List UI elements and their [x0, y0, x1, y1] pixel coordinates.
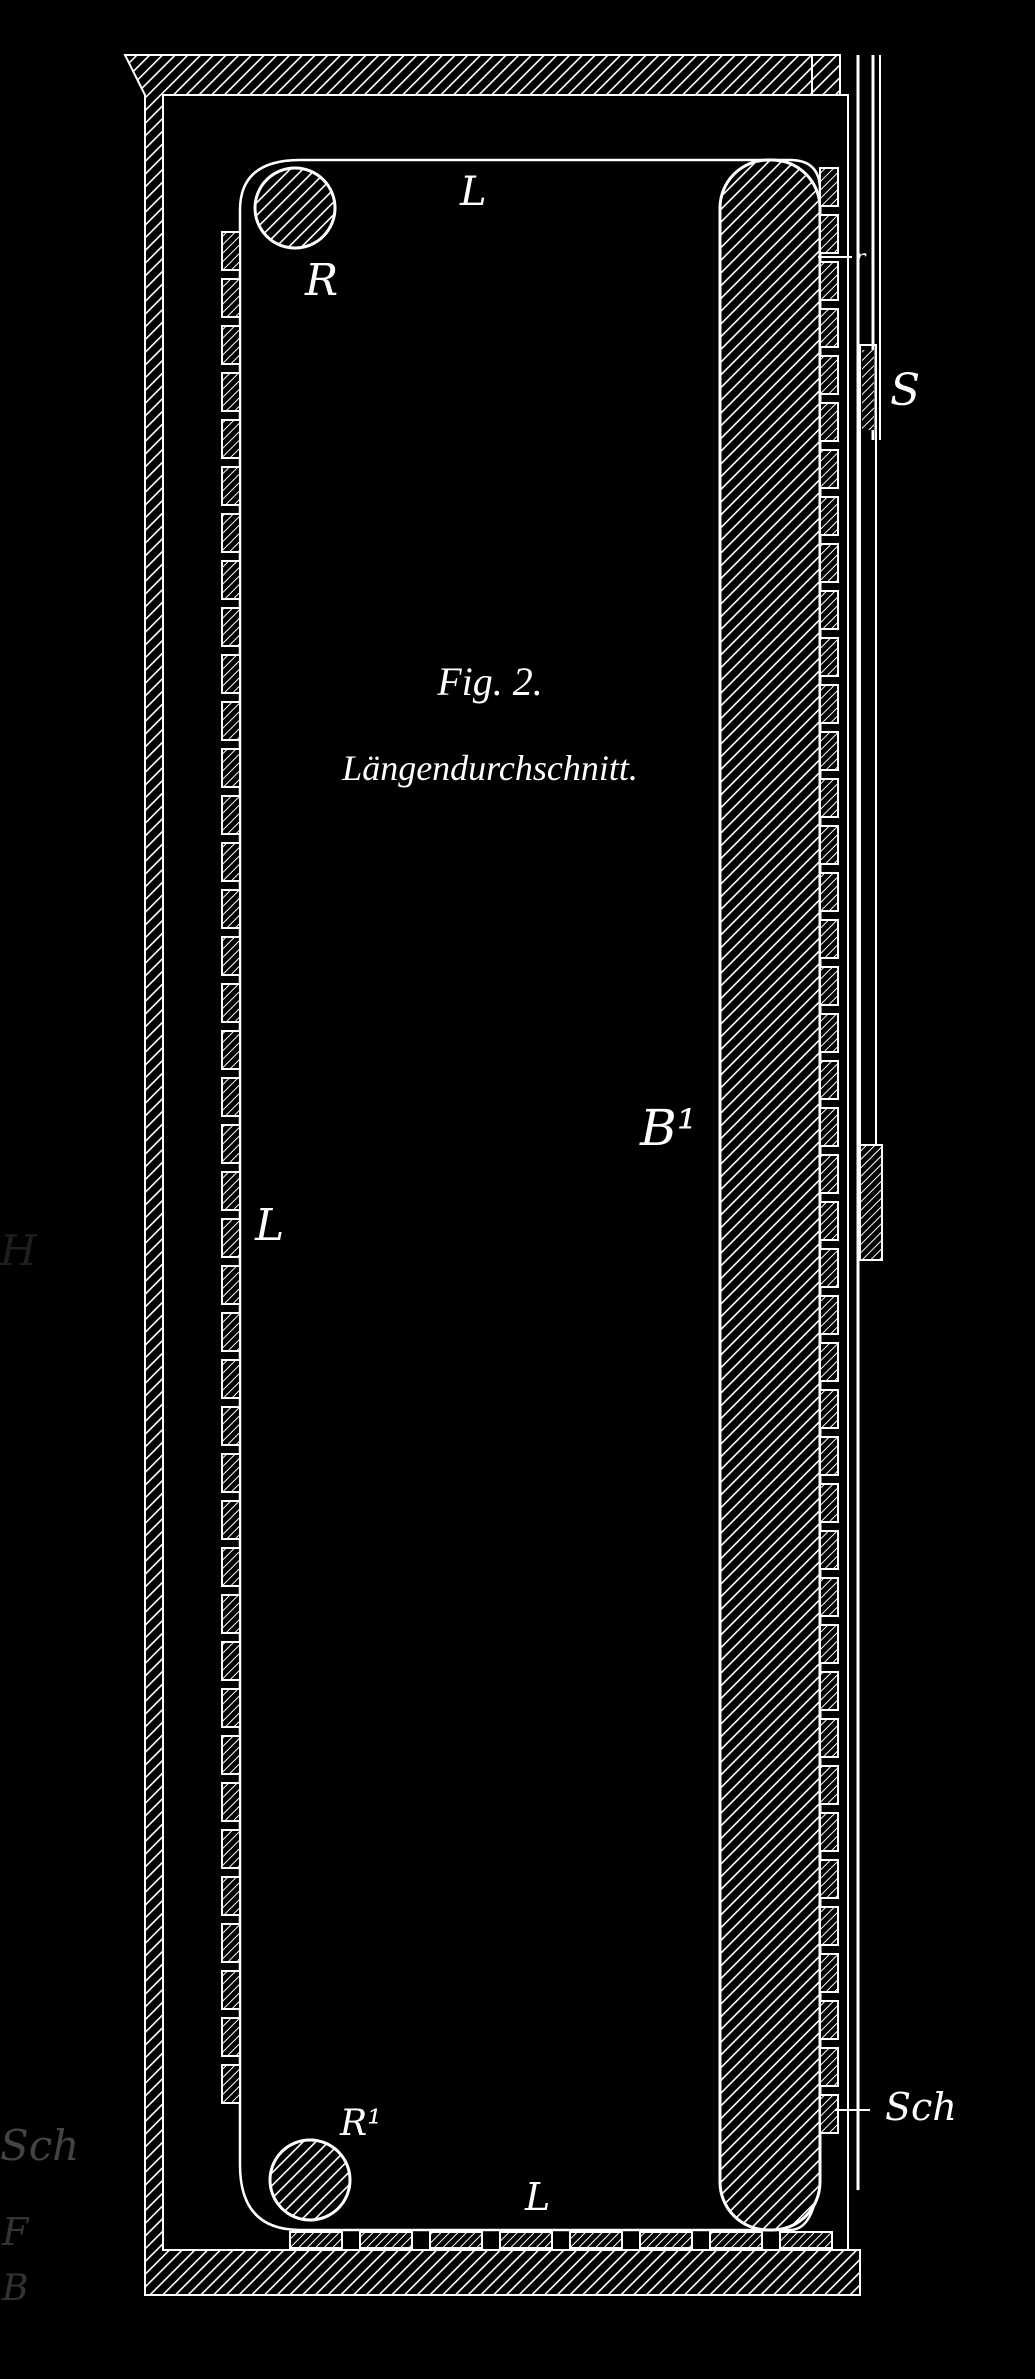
belt-slat — [222, 373, 240, 411]
belt-slat — [820, 1343, 838, 1381]
belt-slat — [820, 1296, 838, 1334]
belt-slat — [222, 1689, 240, 1727]
label-L-bottom: L — [525, 2175, 551, 2219]
margin-mark-B: B — [2, 2268, 29, 2309]
belt-slat — [222, 561, 240, 599]
belt-slat — [222, 1313, 240, 1351]
belt-slat — [222, 1642, 240, 1680]
label-r: r — [855, 246, 866, 271]
belt-slat — [222, 514, 240, 552]
belt-slat — [820, 1061, 838, 1099]
belt-slat — [222, 984, 240, 1022]
belt-slat — [820, 591, 838, 629]
belt-slat — [710, 2232, 762, 2248]
belt-slat — [820, 779, 838, 817]
belt-slat — [222, 1924, 240, 1962]
belt-slat — [820, 1813, 838, 1851]
belt-slat — [820, 262, 838, 300]
belt-slat — [430, 2232, 482, 2248]
belt-slat — [820, 1108, 838, 1146]
belt-slat — [222, 1360, 240, 1398]
figure-title: Fig. 2. — [437, 659, 543, 704]
belt-slat — [820, 309, 838, 347]
belt-slat — [290, 2232, 342, 2248]
belt-slat — [820, 544, 838, 582]
figure-subtitle: Längendurchschnitt. — [342, 748, 638, 788]
belt-slat — [640, 2232, 692, 2248]
belt-slat — [222, 1266, 240, 1304]
belt-slat — [820, 873, 838, 911]
belt-slat — [820, 2048, 838, 2086]
belt-slat — [222, 796, 240, 834]
belt-slat — [222, 1548, 240, 1586]
belt-slat — [820, 1484, 838, 1522]
belt-slat — [222, 1078, 240, 1116]
label-L-left: L — [255, 1200, 285, 1251]
belt-slat — [820, 497, 838, 535]
label-L-top: L — [460, 169, 487, 215]
belt-slat — [820, 1437, 838, 1475]
belt-slat — [820, 732, 838, 770]
margin-mark-Sch: Sch — [0, 2121, 80, 2170]
belt-slat — [222, 890, 240, 928]
belt-slat — [820, 1625, 838, 1663]
belt-slat — [820, 826, 838, 864]
belt-slat — [820, 1954, 838, 1992]
belt-slat — [820, 1719, 838, 1757]
belt-slat — [222, 937, 240, 975]
slide-S-hatch-bottom — [860, 1145, 882, 1260]
belt-slat — [820, 1578, 838, 1616]
belt-slat — [820, 1672, 838, 1710]
belt-slat — [820, 685, 838, 723]
roller-R1 — [270, 2140, 350, 2220]
belt-slat — [820, 1860, 838, 1898]
belt-slat — [222, 326, 240, 364]
belt-slat — [820, 403, 838, 441]
belt-slat — [222, 279, 240, 317]
belt-slat — [222, 1031, 240, 1069]
label-R1: R¹ — [340, 2103, 382, 2144]
drum-B1 — [720, 160, 820, 2230]
belt-slat — [820, 356, 838, 394]
roller-R — [255, 168, 335, 248]
label-B1: B¹ — [640, 1099, 697, 1157]
belt-slat — [222, 608, 240, 646]
label-S: S — [890, 365, 921, 416]
belt-slat — [222, 2018, 240, 2056]
upper-wall-stub — [812, 55, 840, 95]
belt-slat — [222, 1125, 240, 1163]
belt-slat — [820, 638, 838, 676]
belt-slat — [222, 467, 240, 505]
label-R: R — [305, 255, 339, 306]
belt-slat — [222, 1454, 240, 1492]
belt-slat — [222, 1219, 240, 1257]
belt-slat — [222, 749, 240, 787]
belt-slat — [222, 1783, 240, 1821]
belt-slat — [222, 1595, 240, 1633]
margin-mark-F: F — [2, 2210, 29, 2254]
slide-S-hatch-top — [862, 350, 874, 430]
belt-slat — [820, 2001, 838, 2039]
belt-slat — [780, 2232, 832, 2248]
belt-slat — [570, 2232, 622, 2248]
belt-slat — [222, 1877, 240, 1915]
belt-slat — [820, 1014, 838, 1052]
belt-slat — [222, 655, 240, 693]
belt-slat — [222, 2065, 240, 2103]
belt-slat — [820, 1390, 838, 1428]
belt-slat — [222, 1172, 240, 1210]
belt-slat — [222, 1407, 240, 1445]
belt-slat — [222, 702, 240, 740]
belt-slat — [820, 1155, 838, 1193]
belt-slat — [820, 967, 838, 1005]
belt-slat — [222, 1830, 240, 1868]
belt-slat — [820, 168, 838, 206]
belt-slat — [820, 1766, 838, 1804]
label-Sch: Sch — [885, 2085, 957, 2129]
belt-slat — [820, 1202, 838, 1240]
belt-slat — [222, 232, 240, 270]
belt-slat — [820, 1249, 838, 1287]
belt-slat — [820, 2095, 838, 2133]
belt-slat — [222, 1971, 240, 2009]
belt-slat — [222, 1736, 240, 1774]
belt-slats-right — [820, 168, 838, 2133]
belt-slat — [820, 1531, 838, 1569]
belt-slat — [820, 450, 838, 488]
belt-slat — [820, 215, 838, 253]
belt-slat — [500, 2232, 552, 2248]
belt-slat — [820, 1907, 838, 1945]
belt-slat — [222, 1501, 240, 1539]
belt-slat — [222, 420, 240, 458]
belt-slats-left — [222, 232, 240, 2103]
belt-slat — [360, 2232, 412, 2248]
belt-slat — [820, 920, 838, 958]
belt-slat — [222, 843, 240, 881]
slide-S — [860, 345, 876, 1145]
margin-mark-H: H — [0, 1226, 37, 1275]
belt-slats-bottom — [290, 2232, 832, 2248]
